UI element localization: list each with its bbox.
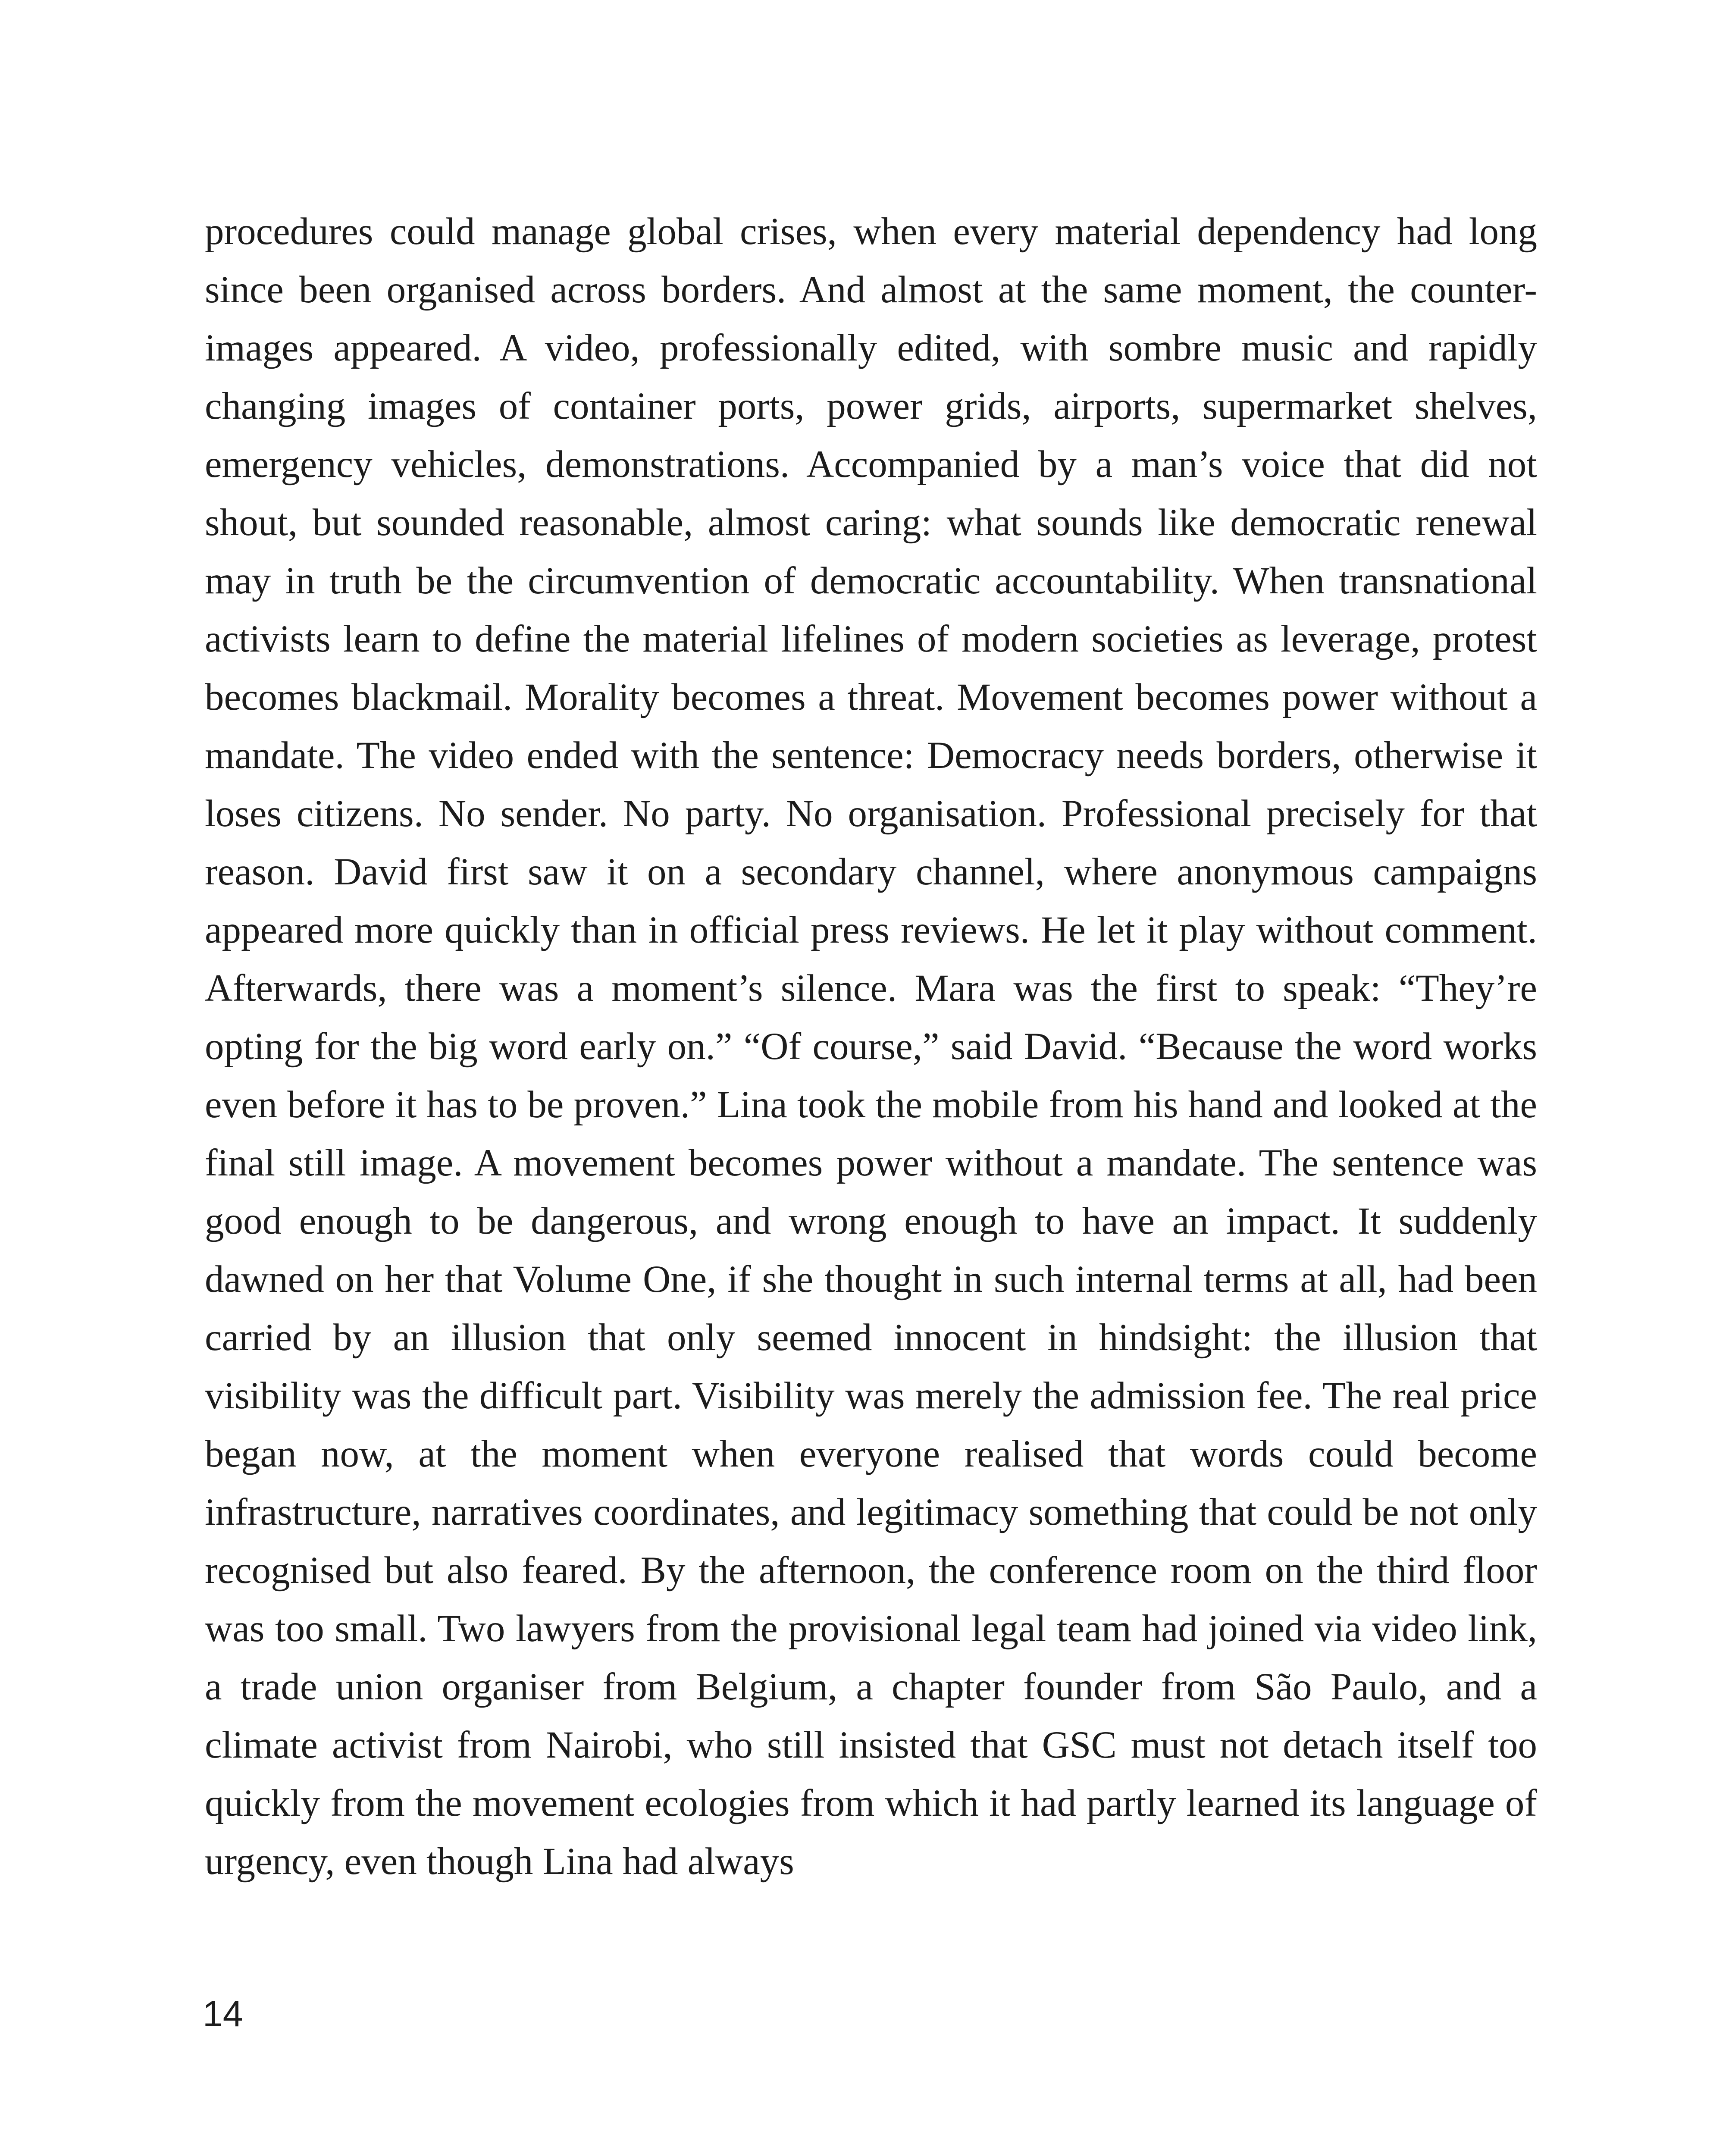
page-number: 14	[203, 1993, 243, 2034]
body-paragraph: procedures could manage global crises, when every material dependency had long since been organised across borders. And almost at the same moment, the counter-images appeared. A video, professionally edited, with sombre music and rapidly changing images of container ports, power grids, airports, supermarket shelves, emergency vehicles, demonstrations. Accompanied by a man’s voice that did not shout, but sounded reasonable, almost caring: what sounds like democratic renewal may in truth be the circumvention of democratic accountability. When transnational activists learn to define the material lifelines of modern societies as leverage, protest becomes blackmail. Morality becomes a threat. Movement becomes power without a mandate. The video ended with the sentence: Democracy needs borders, otherwise it loses citizens. No sender. No party. No organisation. Professional precisely for that reason. David first saw it on a secondary channel, where anonymous campaigns appeared more quickly than in official press reviews. He let it play without comment. Afterwards, there was a moment’s silence. Mara was the first to speak: “They’re opting for the big word early on.” “Of course,” said David. “Because the word works even before it has to be proven.” Lina took the mobile from his hand and looked at the final still image. A movement becomes power without a mandate. The sentence was good enough to be dangerous, and wrong enough to have an impact. It suddenly dawned on her that Volume One, if she thought in such internal terms at all, had been carried by an illusion that only seemed innocent in hindsight: the illusion that visibility was the difficult part. Visibility was merely the admission fee. The real price began now, at the moment when everyone realised that words could become infrastructure, narratives coordinates, and legitimacy something that could be not only recognised but also feared. By the afternoon, the conference room on the third floor was too small. Two lawyers from the provisional legal team had joined via video link, a trade union organiser from Belgium, a chapter founder from São Paulo, and a climate activist from Nairobi, who still insisted that GSC must not detach itself too quickly from the movement ecologies from which it had partly learned its language of urgency, even though Lina had always	[205, 210, 1537, 1883]
